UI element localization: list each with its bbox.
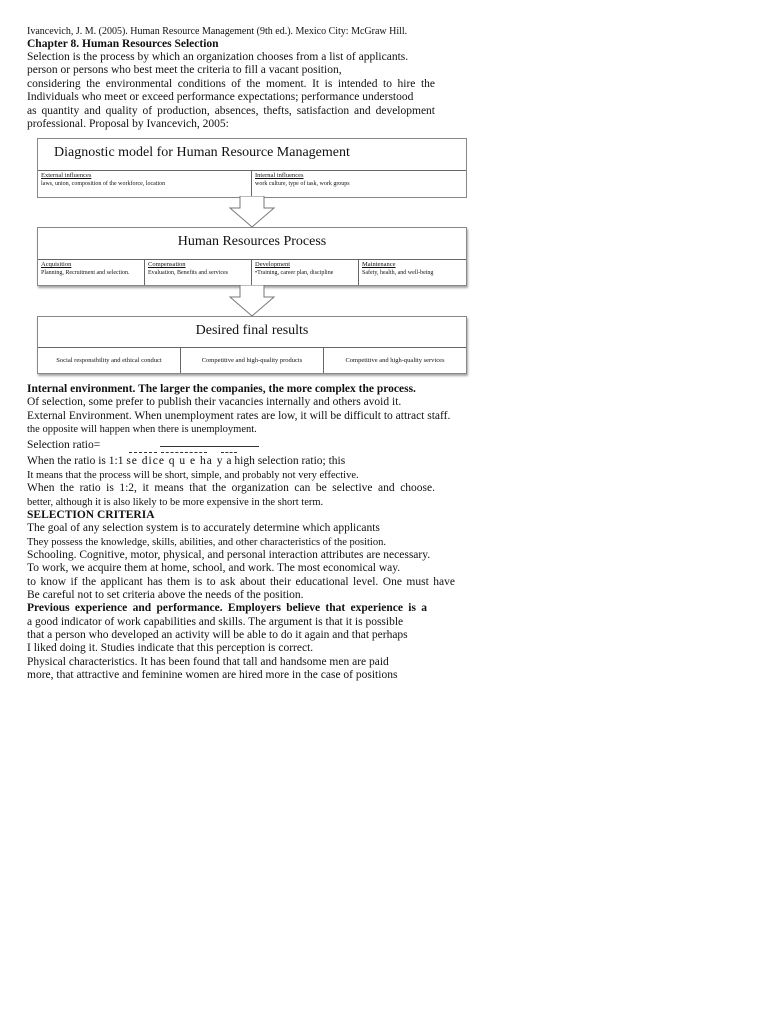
external-influences-heading: External influences xyxy=(41,172,92,179)
desired-results-title: Desired final results xyxy=(195,323,309,338)
selection-criteria-heading: SELECTION CRITERIA xyxy=(27,509,155,521)
internal-influences-cell xyxy=(252,171,466,197)
intro-line: considering the environmental conditions of the moment. It is intended to hire the xyxy=(27,78,435,90)
fraction-bar xyxy=(160,446,259,447)
body-line: Physical characteristics. It has been found that tall and handsome men are paid xyxy=(27,656,389,668)
fraction-dashes xyxy=(161,452,207,453)
body-line: External Environment. When unemployment rates are low, it will be difficult to attract staff. xyxy=(27,410,451,422)
experience-heading: Previous experience and performance. Employers believe that experience is a xyxy=(27,602,427,614)
result-cell xyxy=(324,348,466,373)
body-line: The goal of any selection system is to accurately determine which applicants xyxy=(27,522,380,534)
internal-environment-heading: Internal environment. The larger the companies, the more complex the process. xyxy=(27,383,416,395)
acquisition-text: Planning, Recruitment and selection. xyxy=(41,270,130,276)
body-line: the opposite will happen when there is unemployment. xyxy=(27,424,257,435)
internal-influences-text: work culture, type of task, work groups xyxy=(255,181,350,187)
body-line: When the ratio is 1:2, it means that the organization can be selective and choose. xyxy=(27,482,435,494)
result-cell xyxy=(38,348,181,373)
diagnostic-model-box xyxy=(37,138,467,198)
maintenance-text: Safety, health, and well-being xyxy=(362,270,434,276)
body-line: To work, we acquire them at home, school, and work. The most economical way. xyxy=(27,562,401,574)
selection-ratio-fraction xyxy=(129,434,259,454)
ratio-line xyxy=(27,455,345,468)
external-influences-text: laws, union, composition of the workforce, location xyxy=(41,181,166,187)
external-influences-cell xyxy=(38,171,252,197)
compensation-text: Evaluation, Benefits and services xyxy=(148,270,228,276)
internal-influences-heading: Internal influences xyxy=(255,172,304,179)
hr-process-title: Human Resources Process xyxy=(177,234,327,249)
intro-line: person or persons who best meet the criteria to fill a vacant position, xyxy=(27,64,342,76)
body-line: that a person who developed an activity will be able to do it again and that perhaps xyxy=(27,629,408,641)
compensation-heading: Compensation xyxy=(148,261,186,268)
development-cell xyxy=(252,260,359,285)
intro-line: as quantity and quality of production, absences, thefts, satisfaction and development xyxy=(27,105,435,117)
body-line: a good indicator of work capabilities and skills. The argument is that it is possible xyxy=(27,616,404,628)
intro-line: Selection is the process by which an organization chooses from a list of applicants. xyxy=(27,51,409,63)
ratio-line-spanish: se dice q u e ha y xyxy=(126,455,224,467)
compensation-cell xyxy=(145,260,252,285)
chapter-title: Chapter 8. Human Resources Selection xyxy=(27,38,219,50)
result-quality-products: Competitive and high-quality products xyxy=(201,357,303,364)
ratio-line-end: a high selection ratio; this xyxy=(226,455,346,467)
fraction-dashes xyxy=(221,452,237,453)
result-cell xyxy=(181,348,324,373)
intro-line: Individuals who meet or exceed performance expectations; performance understood xyxy=(27,91,414,103)
body-line: It means that the process will be short, simple, and probably not very effective. xyxy=(27,470,359,481)
maintenance-heading: Maintenance xyxy=(362,261,396,268)
body-line: to know if the applicant has them is to ask about their educational level. One must have xyxy=(27,576,455,588)
down-arrow-icon xyxy=(228,196,276,228)
fraction-dashes xyxy=(129,452,157,453)
ratio-line-start: When the ratio is 1:1 xyxy=(27,455,124,467)
desired-results-box xyxy=(37,316,467,374)
result-social-responsibility: Social responsibility and ethical conduct xyxy=(56,357,162,364)
body-line: better, although it is also likely to be more expensive in the short term. xyxy=(27,497,324,508)
body-line: I liked doing it. Studies indicate that this perception is correct. xyxy=(27,642,314,654)
development-text: •Training, career plan, discipline xyxy=(255,270,334,276)
body-line: Schooling. Cognitive, motor, physical, and personal interaction attributes are necessary. xyxy=(27,549,431,561)
acquisition-heading: Acquisition xyxy=(41,261,72,268)
body-line: more, that attractive and feminine women are hired more in the case of positions xyxy=(27,669,398,681)
down-arrow-icon xyxy=(228,285,276,317)
citation: Ivancevich, J. M. (2005). Human Resource Management (9th ed.). Mexico City: McGraw Hill. xyxy=(27,26,408,37)
hr-process-box xyxy=(37,227,467,286)
body-line: Be careful not to set criteria above the needs of the position. xyxy=(27,589,304,601)
body-line: They possess the knowledge, skills, abilities, and other characteristics of the position. xyxy=(27,537,386,548)
body-line: Of selection, some prefer to publish their vacancies internally and others avoid it. xyxy=(27,396,402,408)
acquisition-cell xyxy=(38,260,145,285)
diagnostic-model-title: Diagnostic model for Human Resource Management xyxy=(54,145,350,160)
development-heading: Development xyxy=(255,261,291,268)
result-quality-services: Competitive and high-quality services xyxy=(345,357,445,364)
maintenance-cell xyxy=(359,260,466,285)
intro-line: professional. Proposal by Ivancevich, 2005: xyxy=(27,118,229,130)
selection-ratio-label: Selection ratio= xyxy=(27,439,101,451)
